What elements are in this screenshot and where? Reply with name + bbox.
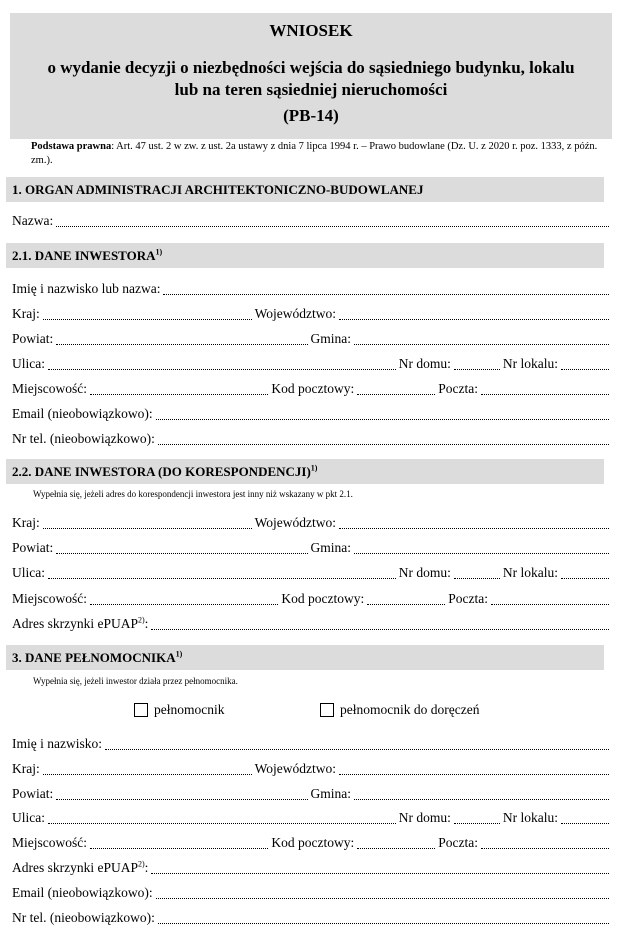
form-header — [10, 13, 612, 139]
section-3-header: 3. DANE PEŁNOMOCNIKA$^{1)}$ — [6, 645, 604, 670]
form-subtitle: o wydanie decyzji o niezbędności wejścia do sąsiedniego budynku, lokalu lub na teren sąsiedniej nieruchomości — [47, 58, 575, 99]
corr-country-region-row[interactable]: Kraj: Województwo: — [12, 515, 612, 533]
investor-city-row[interactable]: Miejscowość: Kod pocztowy: Poczta: — [12, 381, 612, 399]
section-1-header: 1. ORGAN ADMINISTRACJI ARCHITEKTONICZNO-BUDOWLANEJ — [6, 177, 604, 202]
legal-basis: Podstawa prawna: Art. 47 ust. 2 w zw. z ust. 2a ustawy z dnia 7 lipca 1994 r. – Prawo budowlane (Dz. U. z 2020 r. poz. 1333, z późn. zm.). — [31, 141, 598, 166]
proxy-street-row[interactable]: Ulica: Nr domu: Nr lokalu: — [12, 810, 612, 828]
proxy-name-field[interactable]: Imię i nazwisko: — [12, 736, 612, 754]
proxy-epuap-field[interactable]: Adres skrzynki ePUAP$^{2)}$: — [12, 860, 612, 878]
proxy-country-region-row[interactable]: Kraj: Województwo: — [12, 761, 612, 779]
section-2-2-header: 2.2. DANE INWESTORA (DO KORESPONDENCJI)$^{1)}$ — [6, 459, 604, 484]
investor-email-field[interactable]: Email (nieobowiązkowo): — [12, 406, 612, 424]
investor-phone-field[interactable]: Nr tel. (nieobowiązkowo): — [12, 431, 612, 449]
corr-street-row[interactable]: Ulica: Nr domu: Nr lokalu: — [12, 565, 612, 583]
proxy-checkbox[interactable] — [134, 703, 148, 717]
corr-city-row[interactable]: Miejscowość: Kod pocztowy: Poczta: — [12, 591, 612, 609]
proxy-district-row[interactable]: Powiat: Gmina: — [12, 786, 612, 804]
delivery-proxy-checkbox[interactable] — [320, 703, 334, 717]
form-code: (PB-14) — [283, 106, 339, 125]
section-3-note: Wypełnia się, jeżeli inwestor działa przez pełnomocnika. — [33, 676, 238, 686]
section-2-1-header: 2.1. DANE INWESTORA$^{1)}$ — [6, 243, 604, 268]
proxy-city-row[interactable]: Miejscowość: Kod pocztowy: Poczta: — [12, 835, 612, 853]
proxy-phone-field[interactable]: Nr tel. (nieobowiązkowo): — [12, 910, 612, 928]
investor-country-region-row[interactable]: Kraj: Województwo: — [12, 306, 612, 324]
corr-district-row[interactable]: Powiat: Gmina: — [12, 540, 612, 558]
organ-name-field[interactable]: Nazwa: — [12, 213, 612, 231]
form-title: WNIOSEK — [269, 21, 353, 40]
section-2-2-note: Wypełnia się, jeżeli adres do korespondencji inwestora jest inny niż wskazany w pkt 2.1. — [33, 489, 353, 499]
option-delivery-proxy[interactable]: pełnomocnik do doręczeń — [320, 700, 479, 720]
option-proxy[interactable]: pełnomocnik — [134, 700, 225, 720]
proxy-email-field[interactable]: Email (nieobowiązkowo): — [12, 885, 612, 903]
investor-name-field[interactable]: Imię i nazwisko lub nazwa: — [12, 281, 612, 299]
investor-district-row[interactable]: Powiat: Gmina: — [12, 331, 612, 349]
investor-street-row[interactable]: Ulica: Nr domu: Nr lokalu: — [12, 356, 612, 374]
corr-epuap-field[interactable]: Adres skrzynki ePUAP$^{2)}$: — [12, 616, 612, 634]
